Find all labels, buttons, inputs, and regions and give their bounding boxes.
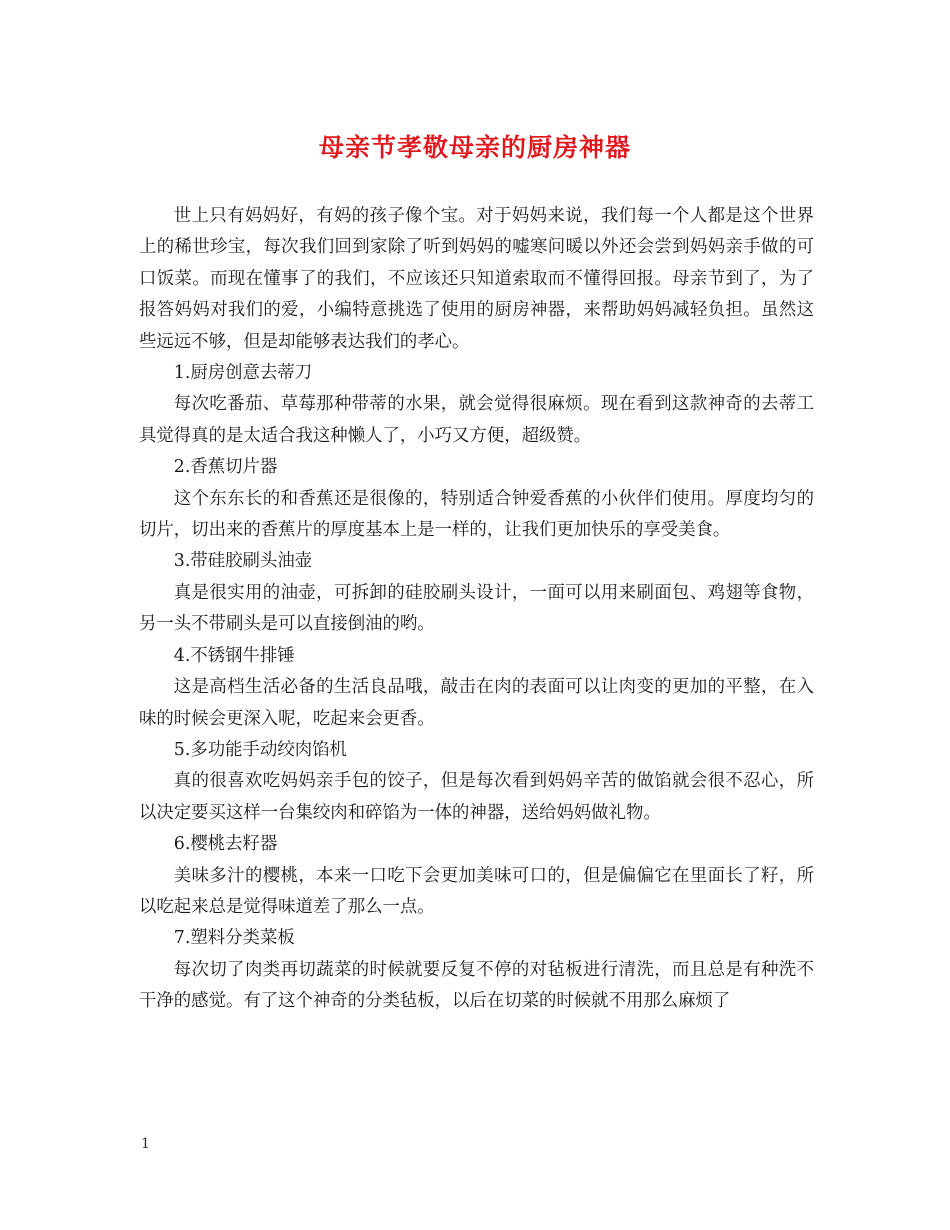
section-heading-5: 5.多功能手动绞肉馅机 [173,739,347,760]
section-paragraph-6: 美味多汁的樱桃，本来一口吃下会更加美味可口的，但是偏偏它在里面长了籽，所以吃起来总是觉得味道差了那么一点。 [139,865,814,917]
section-heading-2: 2.香蕉切片器 [173,457,278,478]
section-paragraph-4: 这是高档生活必备的生活良品哦，敲击在肉的表面可以让肉变的更加的平整，在入味的时候会更深入呢，吃起来会更香。 [139,677,814,729]
section-heading-4: 4.不锈钢牛排锤 [173,645,295,666]
section-paragraph-2: 这个东东长的和香蕉还是很像的，特别适合钟爱香蕉的小伙伴们使用。厚度均匀的切片，切出来的香蕉片的厚度基本上是一样的，让我们更加快乐的享受美食。 [139,488,814,541]
document-body [139,201,814,1018]
page-number: 1 [141,1136,150,1152]
section-paragraph-3: 真是很实用的油壶，可拆卸的硅胶刷头设计，一面可以用来刷面包、鸡翅等食物，另一头不带刷头是可以直接倒油的哟。 [139,582,814,635]
section-heading-7: 7.塑料分类菜板 [173,928,295,949]
document-title: 母亲节孝敬母亲的厨房神器 [318,133,631,162]
section-heading-6: 6.樱桃去籽器 [173,834,278,855]
section-heading-1: 1.厨房创意去蒂刀 [173,363,313,384]
section-paragraph-7: 每次切了肉类再切蔬菜的时候就要反复不停的对毡板进行清洗，而且总是有种洗不干净的感觉。有了这个神奇的分类毡板，以后在切菜的时候就不用那么麻烦了 [139,959,814,1012]
section-paragraph-1: 每次吃番茄、草莓那种带蒂的水果，就会觉得很麻烦。现在看到这款神奇的去蒂工具觉得真的是太适合我这种懒人了，小巧又方便，超级赞。 [139,394,814,446]
intro-paragraph: 世上只有妈妈好，有妈的孩子像个宝。对于妈妈来说，我们每一个人都是这个世界上的稀世珍宝，每次我们回到家除了听到妈妈的嘘寒问暖以外还会尝到妈妈亲手做的可口饭菜。而现在懂事了的我们，不应该还只知道索取而不懂得回报。母亲节到了，为了报答妈妈对我们的爱，小编特意挑选了使用的厨房神器，来帮助妈妈减轻负担。虽然这些远远不够，但是却能够表达我们的孝心。 [139,206,814,352]
section-heading-3: 3.带硅胶刷头油壶 [173,551,313,572]
section-paragraph-5: 真的很喜欢吃妈妈亲手包的饺子，但是每次看到妈妈辛苦的做馅就会很不忍心，所以决定要买这样一台集绞肉和碎馅为一体的神器，送给妈妈做礼物。 [139,771,814,823]
